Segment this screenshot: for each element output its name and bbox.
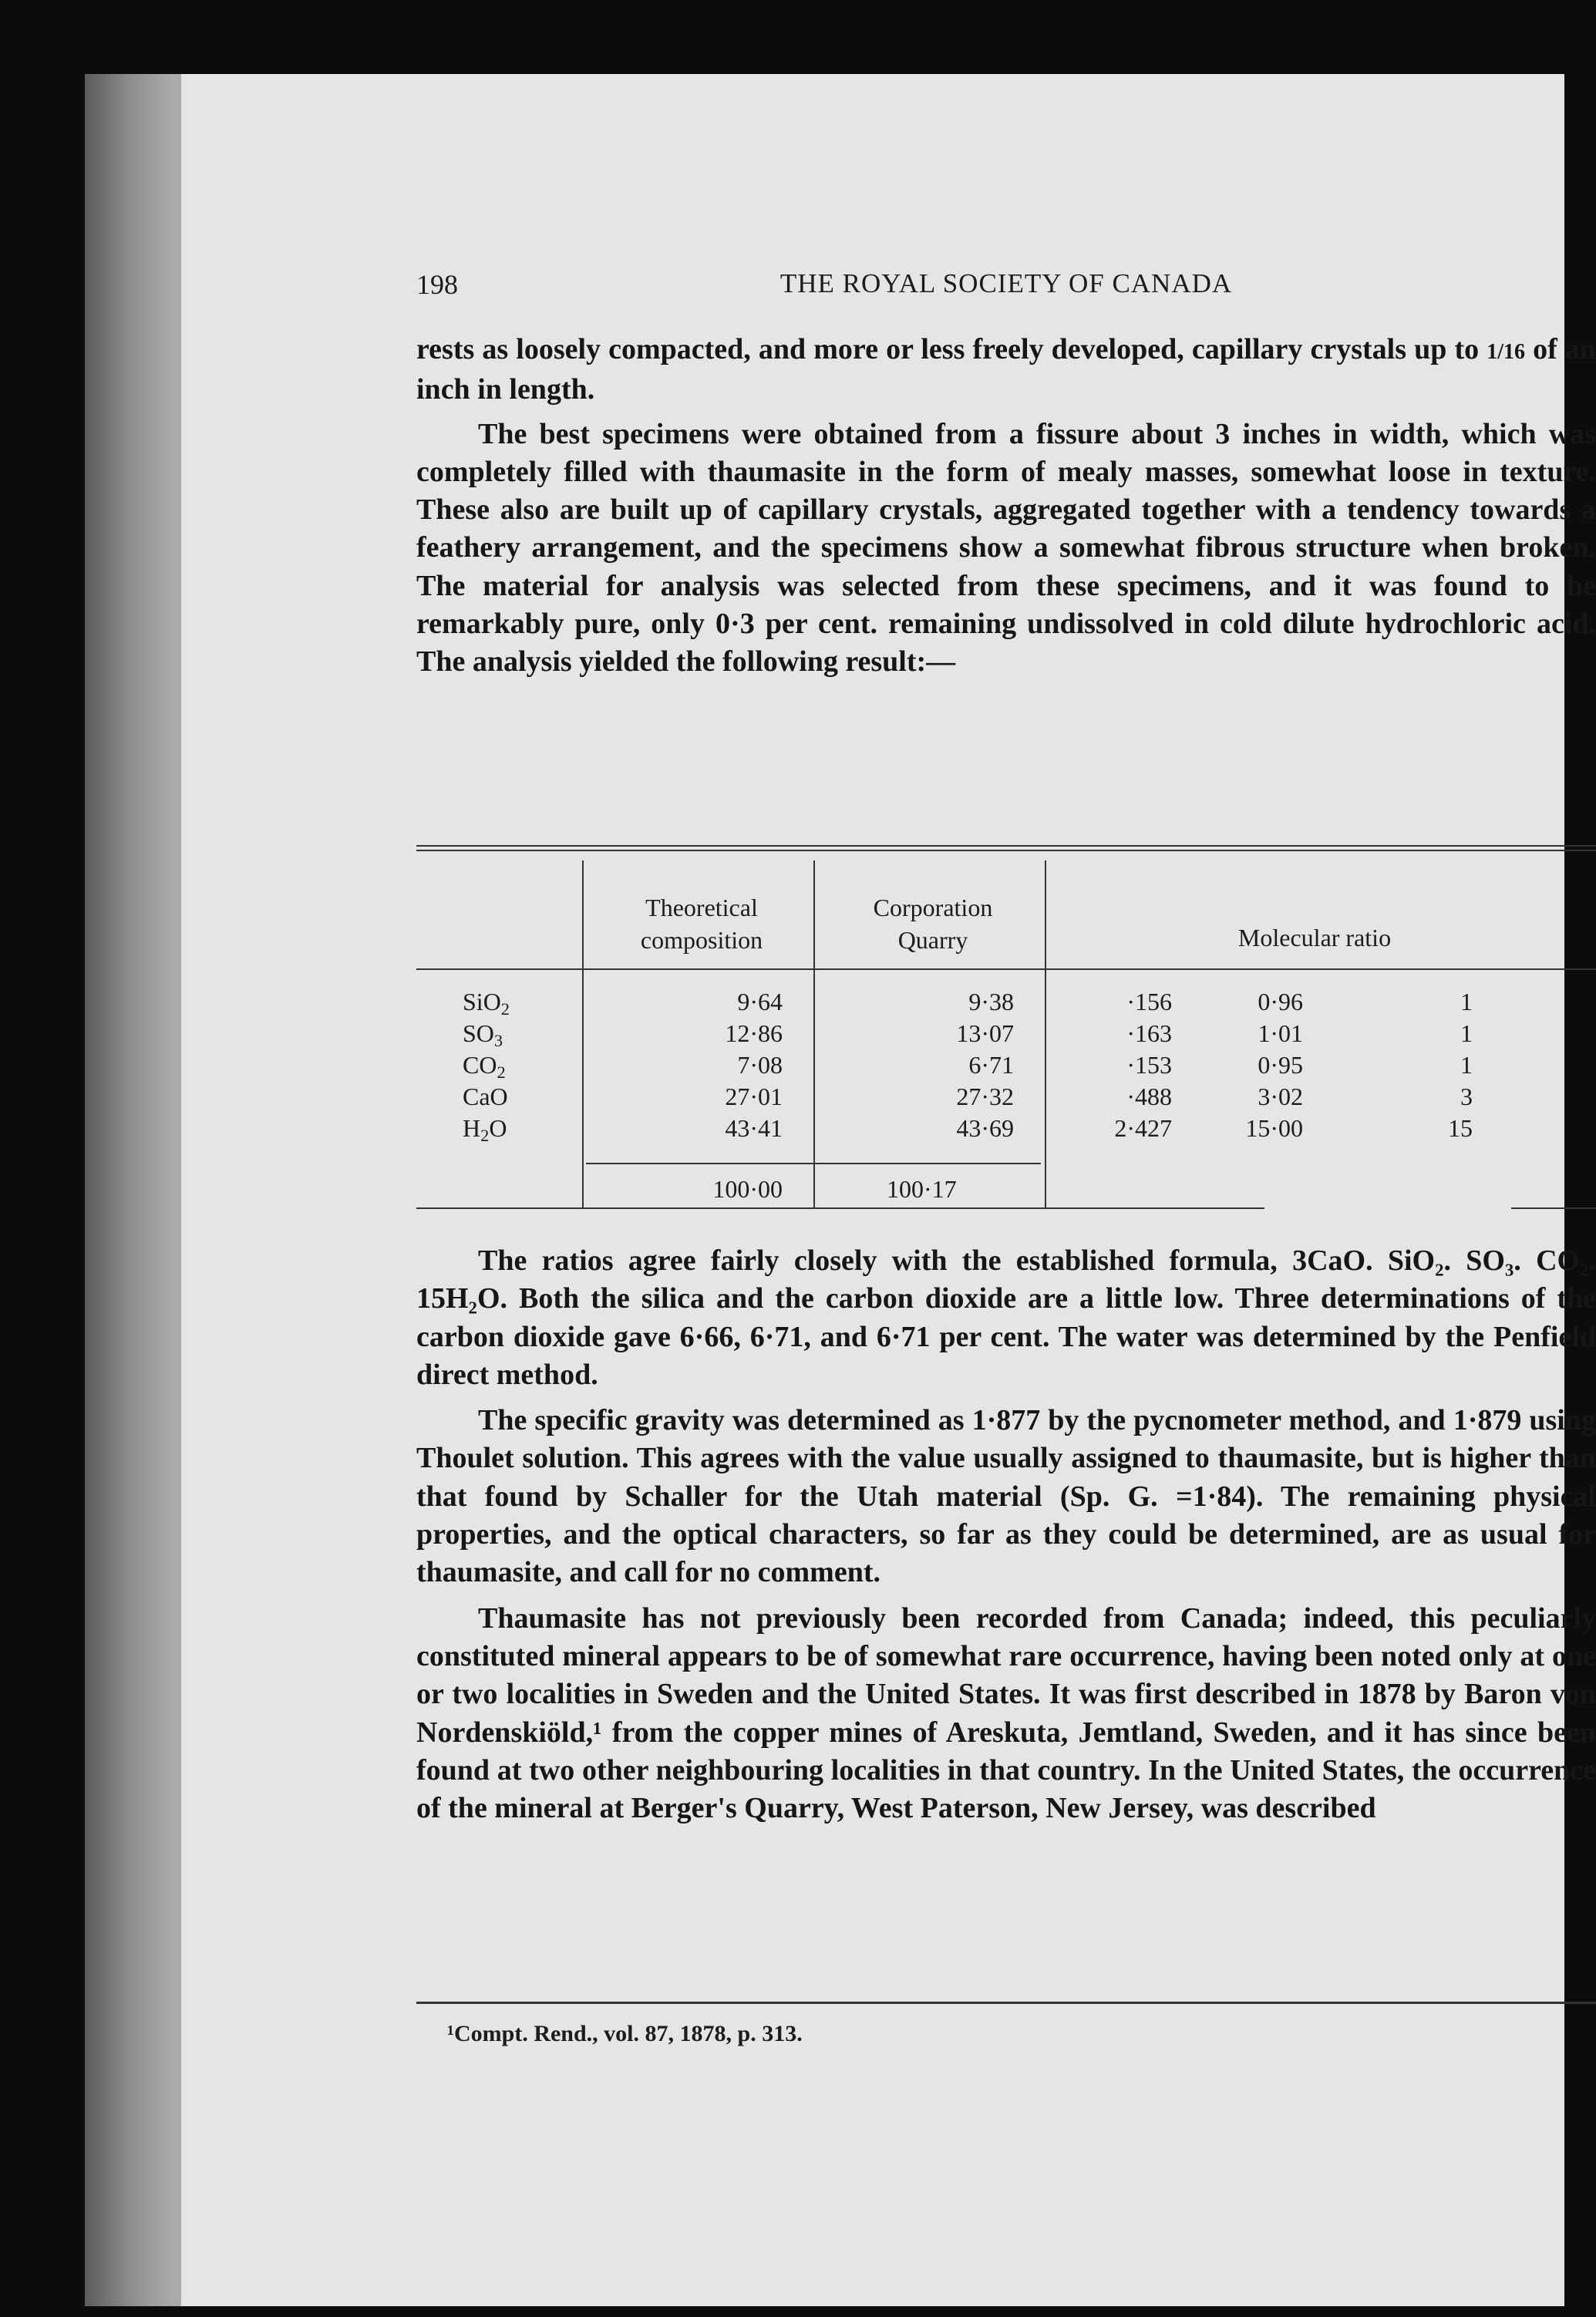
row-theoretical: 43·41 <box>725 1114 783 1142</box>
component-symbol: SO <box>463 1019 494 1047</box>
row-normalized: 0·95 <box>1258 1051 1303 1079</box>
row-quarry: 6·71 <box>968 1051 1014 1079</box>
body-text-top <box>416 331 1596 682</box>
row-quarry: 43·69 <box>956 1114 1014 1142</box>
page-content <box>416 74 1596 2306</box>
row-theoretical: 27·01 <box>725 1083 783 1110</box>
running-head: THE ROYAL SOCIETY OF CANADA <box>779 268 1233 298</box>
table-vline-1 <box>582 860 584 1207</box>
component-subscript: 3 <box>493 1031 503 1050</box>
header-quarry <box>817 891 1049 956</box>
row-theoretical: 7·08 <box>737 1051 783 1079</box>
paragraph-1-text-b: of an inch in length. <box>416 333 1596 406</box>
header-theoretical <box>586 891 817 956</box>
row-theoretical: 9·64 <box>737 988 783 1015</box>
row-component <box>463 1051 578 1082</box>
row-integer: 15 <box>1448 1114 1473 1142</box>
fraction: 1/16 <box>1487 340 1525 364</box>
row-normalized: 3·02 <box>1258 1083 1303 1110</box>
analysis-table <box>416 845 1596 1231</box>
paragraph-2: The best specimens were obtained from a fissure about 3 inches in width, which was completely filled with thaumasite in the form of mealy masses, somewhat loose in texture. These also are built up of capillary crystals, aggregated together with a tendency towards a feathery arrangement, and the specimens show a somewhat fibrous structure when broken. The material for analysis was selected from these specimens, and it was found to be remarkably pure, only 0·3 per cent. remaining undissolved in cold dilute hydrochloric acid. The analysis yielded the following result:— <box>416 417 1596 679</box>
page-header <box>416 268 1596 315</box>
header-quarry-line-1: Corporation <box>873 894 993 921</box>
table-rule-top-double <box>416 850 1596 851</box>
header-quarry-line-2: Quarry <box>897 926 968 954</box>
header-theoretical-line-1: Theoretical <box>645 894 758 921</box>
row-normalized: 0·96 <box>1258 988 1303 1015</box>
row-component <box>463 988 578 1019</box>
page-number: 198 <box>416 269 458 300</box>
footnote-rule <box>416 2002 1596 2004</box>
row-ratio: ·156 <box>1126 988 1172 1015</box>
header-molecular: Molecular ratio <box>1237 924 1392 951</box>
row-component <box>463 1114 578 1143</box>
row-quarry: 27·32 <box>956 1083 1014 1110</box>
component-symbol: SiO <box>463 988 501 1015</box>
table-rule-header <box>416 968 1596 970</box>
component-symbol: CaO <box>463 1083 508 1110</box>
total-quarry: 100·17 <box>887 1175 957 1203</box>
row-component <box>463 1019 578 1048</box>
row-quarry: 9·38 <box>968 988 1014 1015</box>
row-ratio: 2·427 <box>1114 1114 1172 1142</box>
paragraph-1-text-a: rests as loosely compacted, and more or less freely developed, capillary crystals up to <box>416 333 1487 365</box>
table-rule-top <box>416 845 1596 847</box>
paragraph-4: The specific gravity was determined as 1·877 by the pycnometer method, and 1·879 using Thoulet solution. This agrees with the value usually assigned to thaumasite, but is higher than that found by Schaller for the Utah material (Sp. G. =1·84). The remaining physical properties, and the optical characters, so far as they could be determined, are as usual for thaumasite, and call for no comment. <box>416 1404 1596 1589</box>
header-theoretical-line-2: composition <box>640 926 763 954</box>
row-normalized: 1·01 <box>1258 1019 1303 1047</box>
component-subscript: 2 <box>480 1126 490 1145</box>
table-rule-bottom <box>416 1207 1264 1209</box>
component-tail: O <box>489 1114 507 1142</box>
row-integer: 3 <box>1460 1083 1473 1110</box>
row-normalized: 15·00 <box>1245 1114 1303 1142</box>
body-text-bottom <box>416 1242 1596 1827</box>
row-quarry: 13·07 <box>956 1019 1014 1047</box>
row-integer: 1 <box>1460 1051 1473 1079</box>
table-rule-totals <box>586 1163 1041 1164</box>
total-theoretical: 100·00 <box>712 1175 783 1203</box>
table-rule-bottom-right <box>1511 1207 1596 1209</box>
table-vline-3 <box>1045 860 1046 1207</box>
component-symbol: CO <box>463 1051 497 1079</box>
component-symbol: H <box>463 1114 481 1142</box>
row-integer: 1 <box>1460 988 1473 1015</box>
footnote: ¹Compt. Rend., vol. 87, 1878, p. 313. <box>447 2021 803 2046</box>
paragraph-1 <box>416 331 1596 409</box>
row-component <box>463 1083 578 1111</box>
component-subscript: 2 <box>497 1063 506 1082</box>
paragraph-3: The ratios agree fairly closely with the established formula, 3CaO. SiO₂. SO₃. CO₂. 15H₂O. Both the silica and the carbon dioxide are a little low. Three determinations of the carbon dioxide gave 6·66, 6·71, and 6·71 per cent. The water was determined by the Penfield direct method. <box>416 1244 1596 1391</box>
row-ratio: ·488 <box>1126 1083 1172 1110</box>
component-subscript: 2 <box>500 999 510 1019</box>
paragraph-5: Thaumasite has not previously been recorded from Canada; indeed, this peculiarly constituted mineral appears to be of somewhat rare occurrence, having been noted only at one or two localities in Sweden and the United States. It was first described in 1878 by Baron von Nordenskiöld,¹ from the copper mines of Areskuta, Jemtland, Sweden, and it has since been found at two other neighbouring localities in that country. In the United States, the occurrence of the mineral at Berger's Quarry, West Paterson, New Jersey, was described <box>416 1601 1596 1825</box>
page <box>181 74 1596 2306</box>
row-ratio: ·153 <box>1126 1051 1172 1079</box>
row-integer: 1 <box>1460 1019 1473 1047</box>
table-vline-2 <box>813 860 815 1207</box>
row-theoretical: 12·86 <box>725 1019 783 1047</box>
row-ratio: ·163 <box>1126 1019 1172 1047</box>
